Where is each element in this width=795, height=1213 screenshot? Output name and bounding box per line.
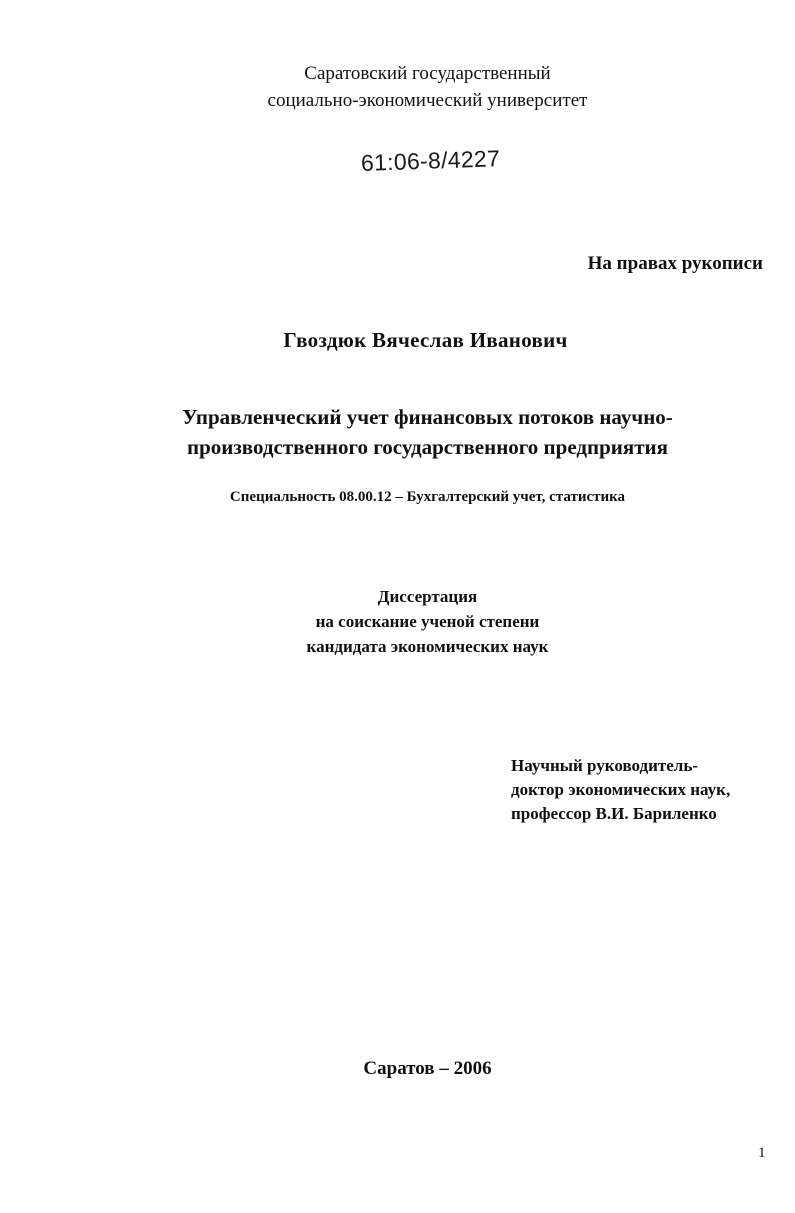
title-line-1: Управленческий учет финансовых потоков научно-	[182, 405, 673, 429]
dissertation-line-3: кандидата экономических наук	[306, 637, 549, 656]
library-stamp-code: 61:06-8/4227	[360, 145, 501, 176]
title-line-2: производственного государственного предприятия	[186, 435, 669, 459]
supervisor-block	[511, 754, 730, 826]
university-line-1: Саратовский государственный	[304, 63, 551, 84]
university-header	[30, 60, 795, 114]
supervisor-line-1: Научный руководитель-	[511, 756, 698, 775]
city-year: Саратов – 2006	[363, 1058, 492, 1079]
rights-note: На правах рукописи	[587, 253, 763, 274]
supervisor-line-3: профессор В.И. Бариленко	[511, 804, 717, 823]
author-name: Гвоздюк Вячеслав Иванович	[283, 328, 568, 352]
dissertation-title	[30, 402, 795, 462]
page-number: 1	[758, 1145, 766, 1161]
dissertation-degree-block	[30, 584, 795, 659]
university-line-2: социально-экономический университет	[267, 90, 588, 111]
specialty-line: Специальность 08.00.12 – Бухгалтерский учет, статистика	[229, 489, 626, 505]
dissertation-line-2: на соискание ученой степени	[315, 612, 540, 631]
dissertation-line-1: Диссертация	[377, 587, 478, 606]
supervisor-line-2: доктор экономических наук,	[511, 780, 731, 799]
